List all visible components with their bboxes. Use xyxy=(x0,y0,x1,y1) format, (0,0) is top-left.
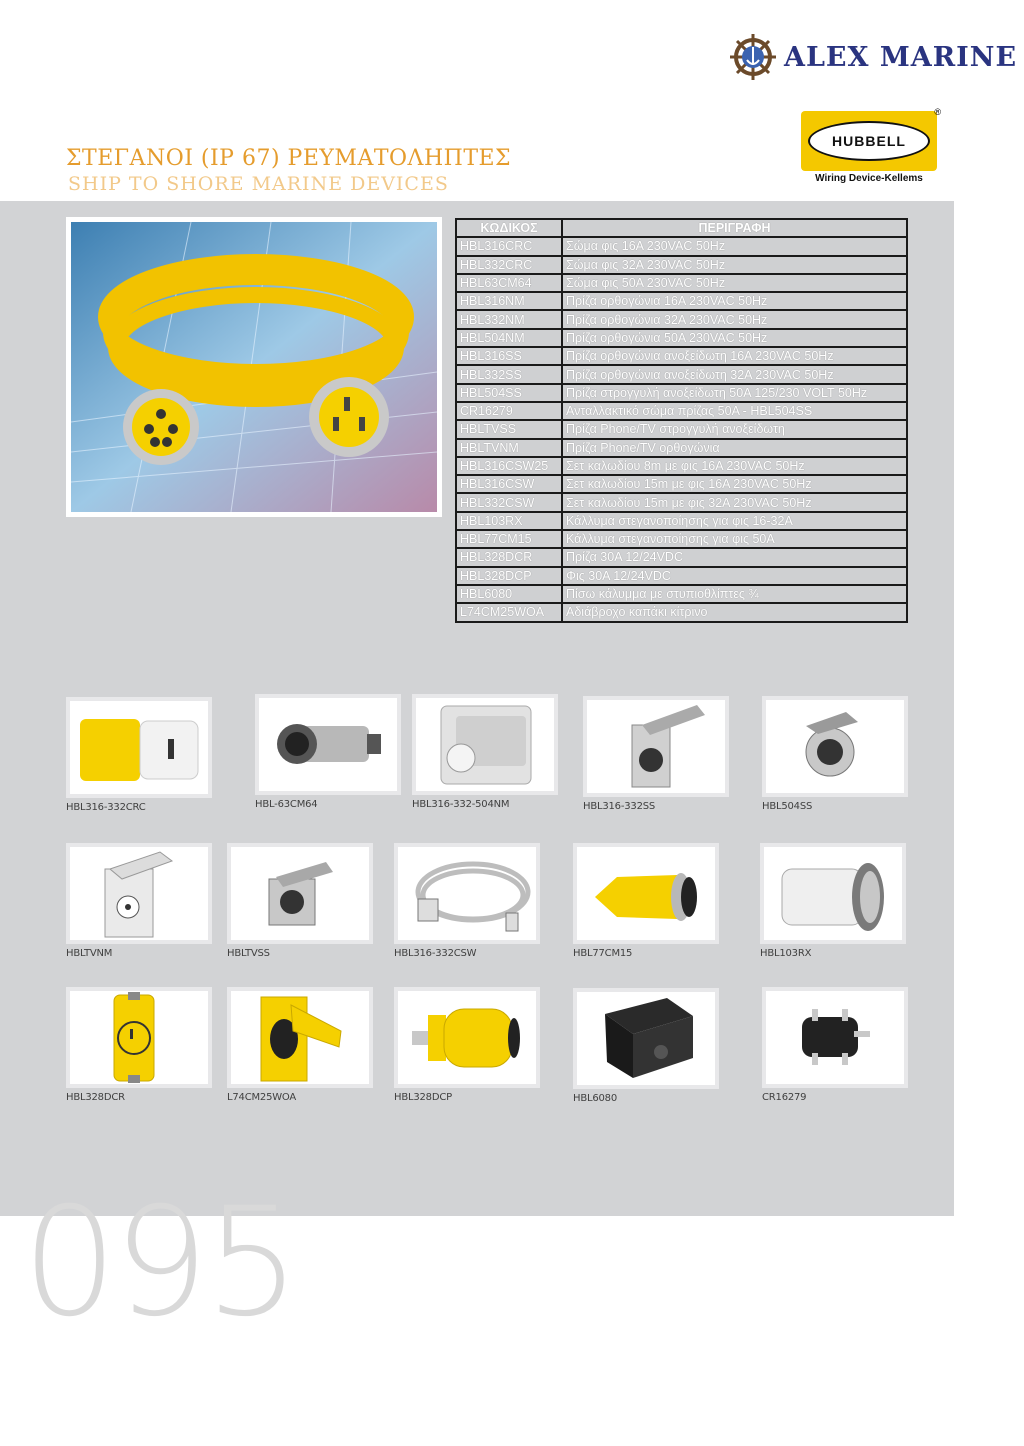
product-description-cell: Σετ καλωδίου 8m με φις 16Α 230VAC 50Hz xyxy=(562,457,907,475)
product-description-cell: Πρίζα στρογγυλή ανοξείδωτη 50Α 125/230 VOLT 50Hz xyxy=(562,384,907,402)
hubbell-logo xyxy=(801,107,941,187)
product-caption: HBL504SS xyxy=(762,801,813,812)
table-row xyxy=(456,457,907,475)
product-description-cell: Αδιάβροχο καπάκι κίτρινο xyxy=(562,603,907,621)
table-header-row xyxy=(456,219,907,237)
product-code-cell: HBL6080 xyxy=(456,585,562,603)
product-hbltvnm xyxy=(66,843,212,959)
table-row xyxy=(456,402,907,420)
table-row xyxy=(456,548,907,566)
product-description-cell: Πρίζα ορθογώνια ανοξείδωτη 32Α 230VAC 50Hz xyxy=(562,365,907,383)
product-l74cm25woa xyxy=(227,987,373,1103)
product-caption: HBLTVNM xyxy=(66,948,113,959)
product-code-cell: HBL316SS xyxy=(456,347,562,365)
table-row xyxy=(456,384,907,402)
product-code-cell: HBLTVSS xyxy=(456,420,562,438)
product-caption: HBL328DCP xyxy=(394,1092,452,1103)
table-row xyxy=(456,329,907,347)
product-hbl-63cm64 xyxy=(255,694,401,810)
page-title-greek: ΣΤΕΓΑΝΟΙ (IP 67) ΡΕΥΜΑΤΟΛΗΠΤΕΣ xyxy=(66,146,512,171)
product-description-cell: Σώμα φις 16Α 230VAC 50Hz xyxy=(562,237,907,255)
product-caption: HBL316-332SS xyxy=(583,801,656,812)
product-caption: HBL6080 xyxy=(573,1093,618,1104)
product-description-cell: Κάλλυμα στεγανοποίησης για φις 16-32Α xyxy=(562,512,907,530)
product-code-cell: HBL77CM15 xyxy=(456,530,562,548)
product-hbl6080 xyxy=(573,988,719,1104)
hubbell-subtitle: Wiring Device-Kellems xyxy=(815,173,923,184)
table-row xyxy=(456,347,907,365)
product-caption: HBL77CM15 xyxy=(573,948,633,959)
product-hbl316-332-504nm xyxy=(412,694,558,810)
page-title-english: SHIP TO SHORE MARINE DEVICES xyxy=(68,173,449,195)
product-caption: L74CM25WOA xyxy=(227,1092,297,1103)
product-hbl328dcp xyxy=(394,987,540,1103)
product-code-cell: HBL316NM xyxy=(456,292,562,310)
product-code-cell: HBL332NM xyxy=(456,310,562,328)
brand-name: ALEX MARINE xyxy=(784,41,1018,73)
product-description-cell: Πρίζα Phone/TV ορθογώνια xyxy=(562,439,907,457)
table-row xyxy=(456,256,907,274)
product-code-cell: HBL63CM64 xyxy=(456,274,562,292)
product-caption: HBLTVSS xyxy=(227,948,270,959)
product-description-cell: Πίσω κάλυμμα με στυπιοθλίπτες ¾ xyxy=(562,585,907,603)
table-row xyxy=(456,512,907,530)
product-hbl316-332crc xyxy=(66,697,212,813)
product-caption: HBL316-332-504NM xyxy=(412,799,510,810)
product-hbl316-332ss xyxy=(583,696,729,812)
product-code-cell: HBL328DCR xyxy=(456,548,562,566)
table-row xyxy=(456,274,907,292)
product-code-cell: CR16279 xyxy=(456,402,562,420)
product-description-cell: Πρίζα Phone/TV στρογγυλή ανοξείδωτη xyxy=(562,420,907,438)
product-hbl328dcr xyxy=(66,987,212,1103)
product-code-cell: HBLTVNM xyxy=(456,439,562,457)
table-row xyxy=(456,310,907,328)
product-code-table xyxy=(455,218,908,623)
product-caption: HBL-63CM64 xyxy=(255,799,318,810)
table-row xyxy=(456,475,907,493)
product-hbl103rx xyxy=(760,843,906,959)
header-description: ΠΕΡΙΓΡΑΦΗ xyxy=(562,219,907,237)
product-description-cell: Φις 30Α 12/24VDC xyxy=(562,567,907,585)
product-caption: HBL328DCR xyxy=(66,1092,125,1103)
product-caption: HBL316-332CSW xyxy=(394,948,477,959)
alex-marine-logo xyxy=(728,32,1017,82)
header-code: ΚΩΔΙΚΟΣ xyxy=(456,219,562,237)
table-row xyxy=(456,439,907,457)
product-description-cell: Πρίζα ορθογώνια 32Α 230VAC 50Hz xyxy=(562,310,907,328)
product-caption: HBL316-332CRC xyxy=(66,802,146,813)
product-description-cell: Σετ καλωδίου 15m με φις 16Α 230VAC 50Hz xyxy=(562,475,907,493)
product-description-cell: Ανταλλακτικό σώμα πρίζας 50Α - HBL504SS xyxy=(562,402,907,420)
product-code-cell: HBL332CRC xyxy=(456,256,562,274)
product-code-cell: HBL328DCP xyxy=(456,567,562,585)
product-description-cell: Πρίζα 30Α 12/24VDC xyxy=(562,548,907,566)
product-code-cell: HBL316CSW25 xyxy=(456,457,562,475)
product-code-cell: HBL103RX xyxy=(456,512,562,530)
product-hbltvss xyxy=(227,843,373,959)
product-code-cell: HBL316CSW xyxy=(456,475,562,493)
product-code-cell: HBL332CSW xyxy=(456,493,562,511)
product-caption: CR16279 xyxy=(762,1092,807,1103)
table-row xyxy=(456,530,907,548)
product-code-cell: HBL504SS xyxy=(456,384,562,402)
table-row xyxy=(456,603,907,621)
registered-mark: ® xyxy=(934,107,941,117)
product-hbl504ss xyxy=(762,696,908,812)
hero-cable-set-image xyxy=(66,217,442,517)
product-description-cell: Σώμα φις 50Α 230VAC 50Hz xyxy=(562,274,907,292)
product-hbl77cm15 xyxy=(573,843,719,959)
table-row xyxy=(456,237,907,255)
product-description-cell: Σετ καλωδίου 15m με φις 32Α 230VAC 50Hz xyxy=(562,493,907,511)
product-description-cell: Πρίζα ορθογώνια 50Α 230VAC 50Hz xyxy=(562,329,907,347)
product-description-cell: Κάλλυμα στεγανοποίησης για φις 50Α xyxy=(562,530,907,548)
table-row xyxy=(456,493,907,511)
table-row xyxy=(456,585,907,603)
table-row xyxy=(456,567,907,585)
table-row xyxy=(456,365,907,383)
product-cr16279 xyxy=(762,987,908,1103)
hubbell-name: HUBBELL xyxy=(808,121,930,161)
product-description-cell: Πρίζα ορθογώνια 16Α 230VAC 50Hz xyxy=(562,292,907,310)
page-number: 095 xyxy=(22,1176,297,1350)
product-description-cell: Σώμα φις 32Α 230VAC 50Hz xyxy=(562,256,907,274)
ship-wheel-icon xyxy=(728,32,778,82)
product-caption: HBL103RX xyxy=(760,948,812,959)
product-code-cell: HBL316CRC xyxy=(456,237,562,255)
product-hbl316-332csw xyxy=(394,843,540,959)
product-code-cell: HBL332SS xyxy=(456,365,562,383)
table-row xyxy=(456,420,907,438)
product-description-cell: Πρίζα ορθογώνια ανοξείδωτη 16Α 230VAC 50Hz xyxy=(562,347,907,365)
table-row xyxy=(456,292,907,310)
product-code-cell: L74CM25WOA xyxy=(456,603,562,621)
product-code-cell: HBL504NM xyxy=(456,329,562,347)
